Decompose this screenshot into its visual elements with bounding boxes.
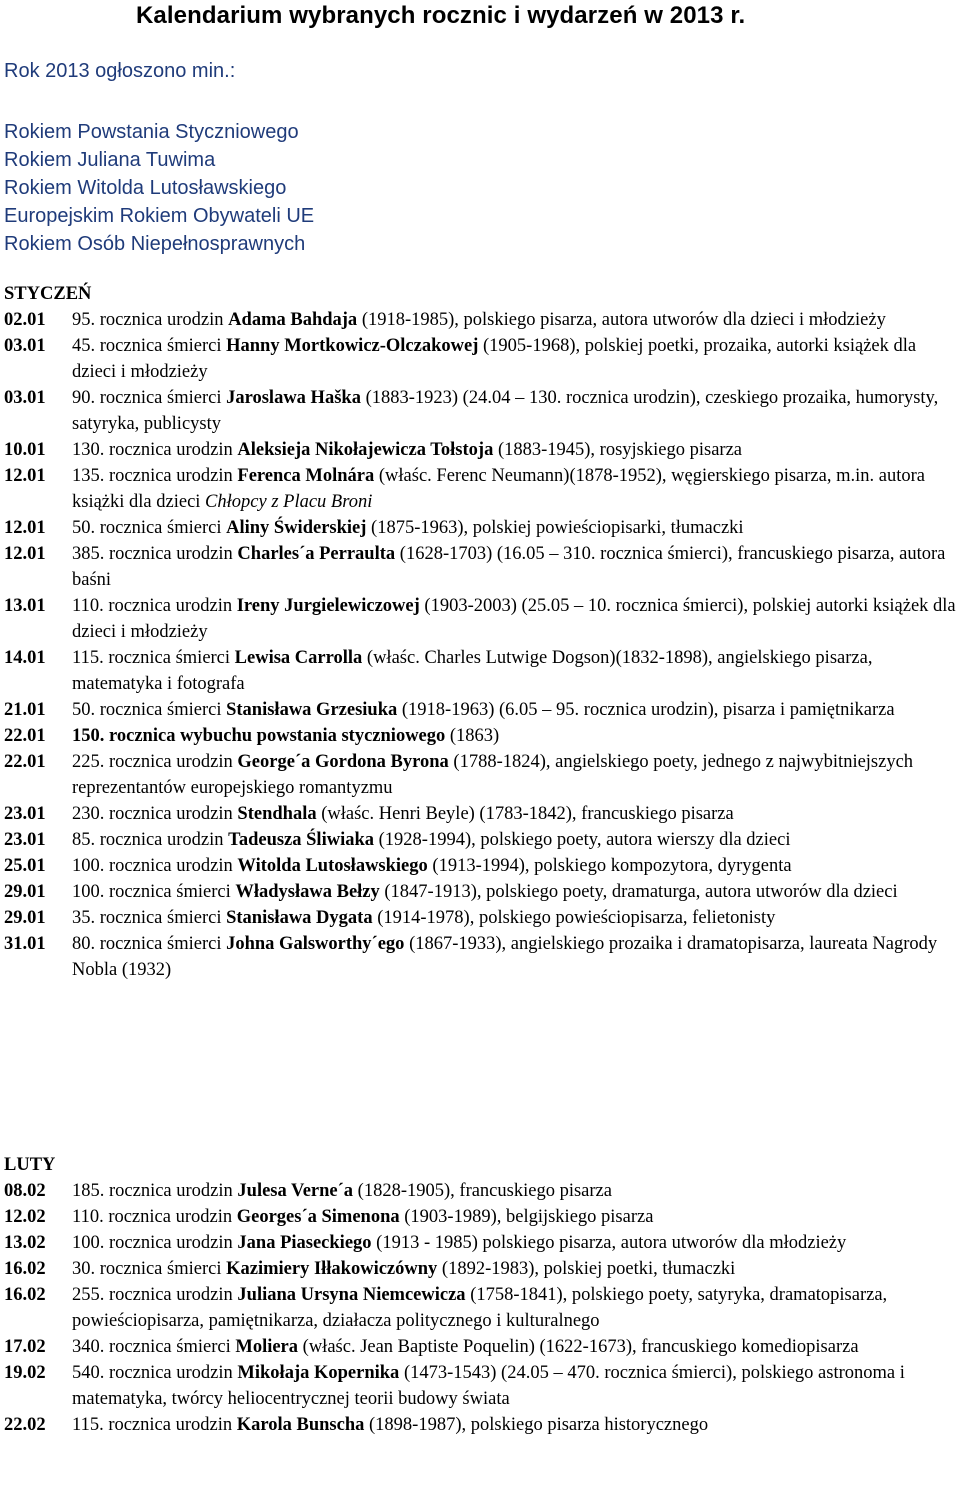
calendar-entry: [4, 1282, 958, 1334]
calendar-entry: [4, 1412, 958, 1438]
calendar-entry: [4, 801, 958, 827]
year-dedications-list: [4, 118, 314, 258]
calendar-entry: [4, 1230, 958, 1256]
entry-text-segment: 45. rocznica śmierci: [72, 336, 227, 356]
calendar-entry: [4, 879, 958, 905]
entry-text: [68, 437, 958, 463]
entry-text-segment: (1867-1933), angielskiego prozaika i dramatopisarza, laureata Nagrody Nobla (1932): [72, 934, 938, 980]
entry-text-segment: (1898-1987), polskiego pisarza historycznego: [364, 1415, 709, 1435]
calendar-entry: [4, 515, 958, 541]
entry-text-segment: 100. rocznica śmierci: [72, 882, 236, 902]
entry-text-segment: (1788-1824), angielskiego poety, jednego z najwybitniejszych reprezentantów europejskiego romantyzmu: [72, 752, 914, 798]
year-dedication: Rokiem Powstania Styczniowego: [4, 121, 299, 143]
entry-text-segment: 110. rocznica urodzin: [72, 1207, 237, 1227]
year-dedication: Europejskim Rokiem Obywateli UE: [4, 205, 315, 227]
entry-text: [68, 463, 958, 515]
year-intro: Rok 2013 ogłoszono min.:: [4, 60, 236, 82]
entry-date: 12.02: [4, 1207, 46, 1227]
entry-text-segment: (1903-1989), belgijskiego pisarza: [399, 1207, 654, 1227]
entry-text: [68, 697, 958, 723]
entry-person-name: Tadeusza Śliwiaka: [228, 830, 374, 850]
calendar-entry: [4, 1334, 958, 1360]
entry-text: [68, 645, 958, 697]
entry-date: 22.01: [4, 726, 46, 746]
calendar-entry: [4, 1178, 958, 1204]
entry-text: [68, 801, 958, 827]
entry-date: 14.01: [4, 648, 46, 668]
entry-date: 13.02: [4, 1233, 46, 1253]
entry-date: 12.01: [4, 466, 46, 486]
entry-person-name: Mikołaja Kopernika: [237, 1363, 400, 1383]
calendar-entry: [4, 593, 958, 645]
entry-text-segment: 230. rocznica urodzin: [72, 804, 238, 824]
entry-person-name: Jaroslawa Haška: [226, 388, 361, 408]
entry-text-segment: 100. rocznica urodzin: [72, 856, 238, 876]
entry-text: [68, 749, 958, 801]
entry-text-segment: 385. rocznica urodzin: [72, 544, 238, 564]
entry-text-segment: 115. rocznica śmierci: [72, 648, 235, 668]
entry-person-name: Stendhala: [237, 804, 317, 824]
entry-date: 02.01: [4, 310, 46, 330]
calendar-entry: [4, 853, 958, 879]
entry-date: 22.02: [4, 1415, 46, 1435]
entry-text-segment: (właśc. Ferenc Neumann)(1878-1952), węgierskiego pisarza, m.in. autora książki dla dzieci: [72, 466, 925, 512]
calendar-entry: [4, 333, 958, 385]
entry-person-name: Moliera: [235, 1337, 299, 1357]
calendar-entry: [4, 749, 958, 801]
entry-text-segment: (1628-1703) (16.05 – 310. rocznica śmierci), francuskiego pisarza, autora baśni: [72, 544, 946, 590]
entry-person-name: Witolda Lutosławskiego: [237, 856, 428, 876]
month-heading: LUTY: [4, 1155, 56, 1175]
entry-text: [68, 385, 958, 437]
entry-person-name: Georges´a Simenona: [236, 1207, 400, 1227]
entry-text: [68, 879, 958, 905]
entry-text: [68, 1230, 958, 1256]
entry-text-segment: 50. rocznica śmierci: [72, 518, 227, 538]
entry-text: [68, 1334, 958, 1360]
calendar-entry: [4, 541, 958, 593]
entry-text: [68, 307, 958, 333]
entry-text-segment: 90. rocznica śmierci: [72, 388, 227, 408]
entry-text-segment: (1913-1994), polskiego kompozytora, dyrygenta: [427, 856, 792, 876]
entry-date: 03.01: [4, 336, 46, 356]
entry-date: 23.01: [4, 804, 46, 824]
entry-text-segment: (1863): [445, 726, 500, 746]
month-section-february: [4, 1152, 958, 1438]
entry-date: 25.01: [4, 856, 46, 876]
entry-text: [68, 1412, 958, 1438]
entry-text-segment: 35. rocznica śmierci: [72, 908, 227, 928]
entry-date: 31.01: [4, 934, 46, 954]
entry-text-segment: (właśc. Jean Baptiste Poquelin) (1622-1673), francuskiego komediopisarza: [298, 1337, 859, 1357]
entry-date: 16.02: [4, 1259, 46, 1279]
entry-person-name: Stanisława Grzesiuka: [226, 700, 398, 720]
entry-text: [68, 515, 958, 541]
entry-text-segment: 115. rocznica urodzin: [72, 1415, 237, 1435]
entry-text-segment: 255. rocznica urodzin: [72, 1285, 238, 1305]
calendar-entry: [4, 905, 958, 931]
entry-text: [68, 905, 958, 931]
calendar-entry: [4, 931, 958, 983]
entry-text-segment: (1883-1945), rosyjskiego pisarza: [493, 440, 742, 460]
year-dedication: Rokiem Juliana Tuwima: [4, 149, 216, 171]
entry-person-name: Aliny Świderskiej: [226, 518, 367, 538]
entry-text: [68, 541, 958, 593]
entry-text: [68, 1178, 958, 1204]
year-dedication: Rokiem Osób Niepełnosprawnych: [4, 233, 306, 255]
entry-text-segment: 85. rocznica urodzin: [72, 830, 229, 850]
entry-text-segment: 185. rocznica urodzin: [72, 1181, 238, 1201]
calendar-entry: [4, 307, 958, 333]
calendar-entry: [4, 1204, 958, 1230]
calendar-entry: [4, 437, 958, 463]
entry-date: 13.01: [4, 596, 46, 616]
entry-text-segment: (1892-1983), polskiej poetki, tłumaczki: [437, 1259, 736, 1279]
entry-text-segment: (1758-1841), polskiego poety, satyryka, dramatopisarza, powieściopisarza, pamiętnikarza, działacza politycznego i kulturalnego: [72, 1285, 888, 1331]
entry-text: [68, 333, 958, 385]
entry-person-name: Ferenca Molnára: [237, 466, 375, 486]
entry-text-segment: (1883-1923) (24.04 – 130. rocznica urodzin), czeskiego prozaika, humorysty, satyryka, publicysty: [72, 388, 939, 434]
entry-text: [68, 1204, 958, 1230]
entry-person-name: Adama Bahdaja: [228, 310, 358, 330]
entry-text-segment: 110. rocznica urodzin: [72, 596, 237, 616]
entry-text-segment: (1913 - 1985) polskiego pisarza, autora utworów dla młodzieży: [371, 1233, 847, 1253]
entry-book-title: Chłopcy z Placu Broni: [205, 492, 373, 512]
entry-date: 23.01: [4, 830, 46, 850]
entry-text-segment: (1928-1994), polskiego poety, autora wierszy dla dzieci: [374, 830, 791, 850]
entry-date: 17.02: [4, 1337, 46, 1357]
year-dedication: Rokiem Witolda Lutosławskiego: [4, 177, 287, 199]
month-heading: STYCZEŃ: [4, 284, 92, 304]
entry-text: [68, 1360, 958, 1412]
entry-date: 12.01: [4, 544, 46, 564]
entry-person-name: Aleksieja Nikołajewicza Tołstoja: [237, 440, 494, 460]
entry-person-name: George´a Gordona Byrona: [237, 752, 449, 772]
entry-person-name: Ireny Jurgielewiczowej: [236, 596, 420, 616]
entry-person-name: Stanisława Dygata: [226, 908, 373, 928]
entry-text: [68, 1256, 958, 1282]
entry-person-name: Charles´a Perraulta: [237, 544, 396, 564]
entry-text-segment: (1918-1963) (6.05 – 95. rocznica urodzin), pisarza i pamiętnikarza: [397, 700, 895, 720]
entry-text-segment: 225. rocznica urodzin: [72, 752, 238, 772]
entry-text-segment: 95. rocznica urodzin: [72, 310, 229, 330]
entry-text-segment: 50. rocznica śmierci: [72, 700, 227, 720]
entry-text-segment: 130. rocznica urodzin: [72, 440, 238, 460]
entry-text: [68, 853, 958, 879]
entry-date: 21.01: [4, 700, 46, 720]
entry-text-segment: 540. rocznica urodzin: [72, 1363, 238, 1383]
entry-date: 29.01: [4, 908, 46, 928]
calendar-entry: [4, 1256, 958, 1282]
calendar-entry: [4, 1360, 958, 1412]
entry-text-segment: 80. rocznica śmierci: [72, 934, 227, 954]
entry-date: 29.01: [4, 882, 46, 902]
calendar-entry: [4, 645, 958, 697]
entry-person-name: Władysława Bełzy: [235, 882, 380, 902]
entry-text-segment: (1847-1913), polskiego poety, dramaturga, autora utworów dla dzieci: [379, 882, 898, 902]
entry-person-name: Karola Bunscha: [236, 1415, 365, 1435]
entry-person-name: Lewisa Carrolla: [234, 648, 363, 668]
calendar-entry: [4, 723, 958, 749]
entry-text: [68, 723, 958, 749]
entry-text-segment: (1875-1963), polskiej powieściopisarki, tłumaczki: [366, 518, 744, 538]
calendar-entry: [4, 385, 958, 437]
entry-date: 10.01: [4, 440, 46, 460]
entry-text-segment: (1918-1985), polskiego pisarza, autora utworów dla dzieci i młodzieży: [357, 310, 886, 330]
entry-text: [68, 1282, 958, 1334]
entry-date: 16.02: [4, 1285, 46, 1305]
entry-text-segment: 340. rocznica śmierci: [72, 1337, 236, 1357]
calendar-entry: [4, 827, 958, 853]
entry-text-segment: (1473-1543) (24.05 – 470. rocznica śmierci), polskiego astronoma i matematyka, twórcy heliocentrycznej teorii budowy świata: [72, 1363, 905, 1409]
entry-date: 12.01: [4, 518, 46, 538]
page-title: Kalendarium wybranych rocznic i wydarzeń w 2013 r.: [136, 2, 746, 29]
entry-text-segment: 30. rocznica śmierci: [72, 1259, 227, 1279]
entry-person-name: Johna Galsworthy´ego: [226, 934, 405, 954]
entry-person-name: Julesa Verne´a: [237, 1181, 354, 1201]
entry-text: [68, 931, 958, 983]
entry-date: 03.01: [4, 388, 46, 408]
entry-date: 08.02: [4, 1181, 46, 1201]
entry-person-name: 150. rocznica wybuchu powstania styczniowego: [72, 726, 446, 746]
month-section-january: [4, 281, 958, 983]
entry-text-segment: (1905-1968), polskiej poetki, prozaika, autorki książek dla dzieci i młodzieży: [72, 336, 917, 382]
entry-person-name: Kazimiery Iłłakowiczówny: [226, 1259, 438, 1279]
entry-person-name: Juliana Ursyna Niemcewicza: [237, 1285, 466, 1305]
entry-person-name: Hanny Mortkowicz-Olczakowej: [226, 336, 479, 356]
entry-text-segment: 100. rocznica urodzin: [72, 1233, 238, 1253]
entry-text-segment: (1914-1978), polskiego powieściopisarza, felietonisty: [372, 908, 776, 928]
entry-person-name: Jana Piaseckiego: [237, 1233, 372, 1253]
calendar-entry: [4, 697, 958, 723]
entry-date: 22.01: [4, 752, 46, 772]
entry-text: [68, 593, 958, 645]
entry-text-segment: (1903-2003) (25.05 – 10. rocznica śmierci), polskiej autorki książek dla dzieci i młodzieży: [72, 596, 956, 642]
entry-text-segment: (właśc. Henri Beyle) (1783-1842), francuskiego pisarza: [316, 804, 734, 824]
calendar-entry: [4, 463, 958, 515]
entry-text-segment: (właśc. Charles Lutwige Dogson)(1832-1898), angielskiego pisarza, matematyka i fotografa: [72, 648, 873, 694]
entry-text-segment: 135. rocznica urodzin: [72, 466, 238, 486]
entry-text: [68, 827, 958, 853]
entry-text-segment: (1828-1905), francuskiego pisarza: [353, 1181, 612, 1201]
entry-date: 19.02: [4, 1363, 46, 1383]
